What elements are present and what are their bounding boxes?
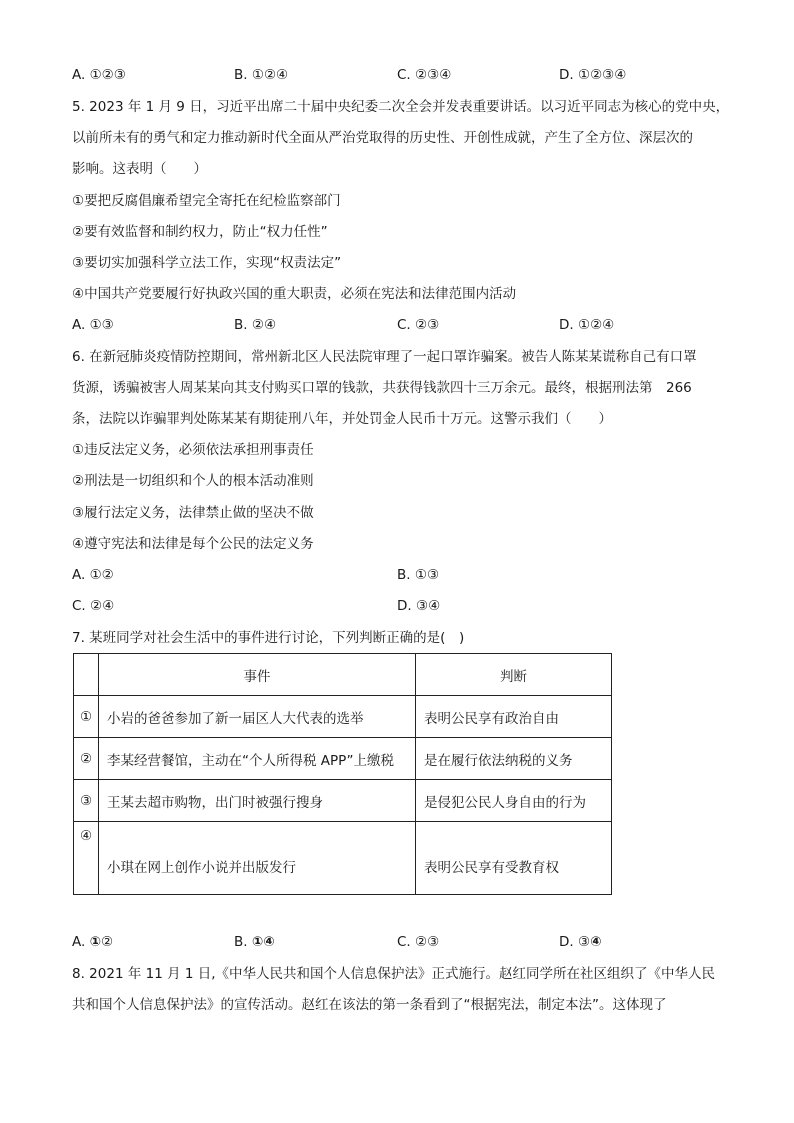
option-rest: ②: [101, 934, 114, 950]
q5-item-2: ②要有效监督和制约权力，防止“权力任性”: [72, 224, 328, 240]
event-cell: 王某去超市购物，出门时被强行搜身: [99, 780, 416, 822]
option-prefix: A.: [72, 934, 90, 950]
table-header-event: 事件: [99, 654, 416, 696]
option-bold: ①④: [251, 934, 275, 950]
table-row: [74, 780, 612, 822]
judgment-cell: 是侵犯公民人身自由的行为: [416, 780, 612, 822]
q6-options-row-1: [72, 565, 722, 585]
row-number: ③: [74, 780, 99, 822]
q4-options: [72, 65, 722, 85]
row-number: ④: [74, 822, 99, 895]
q6-option-d[interactable]: D. ③④: [397, 598, 441, 614]
option-prefix: C.: [397, 934, 416, 950]
option-prefix: D. ③: [559, 934, 591, 950]
q4-option-a[interactable]: A. ①②③: [72, 67, 126, 83]
q5-option-d[interactable]: D. ①②④: [559, 317, 615, 333]
option-prefix: B.: [234, 934, 252, 950]
q5-stem-line-2: 以前所未有的勇气和定力推动新时代全面从严治党取得的历史性、开创性成就，产生了全方位、深层次的: [72, 130, 693, 146]
q5-options: [72, 315, 722, 335]
q6-stem-line-2: 货源，诱骗被害人周某某向其支付购买口罩的钱款，共获得钱款四十三万余元。最终，根据刑法第 266: [72, 380, 692, 396]
judgment-cell: 表明公民享有政治自由: [416, 696, 612, 738]
q7-option-c[interactable]: [397, 932, 439, 952]
q5-stem-line-1: 5. 2023 年 1 月 9 日，习近平出席二十届中央纪委二次全会并发表重要讲话。以习近平同志为核心的党中央，: [72, 99, 730, 115]
row-number: ①: [74, 696, 99, 738]
q6-options-row-2: [72, 596, 722, 616]
judgment-cell: 是在履行依法纳税的义务: [416, 738, 612, 780]
q6-item-1: ①违反法定义务，必须依法承担刑事责任: [72, 442, 314, 458]
table-row: [74, 738, 612, 780]
event-cell: 小岩的爸爸参加了新一届区人大代表的选举: [99, 696, 416, 738]
q5-option-c[interactable]: C. ②③: [397, 317, 440, 333]
q5-item-1: ①要把反腐倡廉希望完全寄托在纪检监察部门: [72, 193, 341, 209]
table-header-row: [74, 654, 612, 696]
row-number: ②: [74, 738, 99, 780]
q7-option-a[interactable]: [72, 932, 113, 952]
table-header-blank: [74, 654, 99, 696]
q7-table: [73, 653, 612, 895]
q7-options: [72, 932, 722, 952]
option-bold: ①: [89, 934, 102, 950]
q6-option-b[interactable]: B. ①③: [397, 567, 440, 583]
q6-item-3: ③履行法定义务，法律禁止做的坚决不做: [72, 505, 314, 521]
q4-option-b[interactable]: B. ①②④: [234, 67, 289, 83]
judgment-cell: 表明公民享有受教育权: [416, 822, 612, 895]
q8-stem-line-2: 共和国个人信息保护法》的宣传活动。赵红在该法的第一条看到了“根据宪法，制定本法”。这体现了: [72, 997, 667, 1013]
q5-item-3: ③要切实加强科学立法工作，实现“权责法定”: [72, 255, 342, 271]
q5-option-a[interactable]: A. ①③: [72, 317, 114, 333]
table-row: [74, 696, 612, 738]
q6-stem-line-1: 6. 在新冠肺炎疫情防控期间，常州新北区人民法院审理了一起口罩诈骗案。被告人陈某某谎称自己有口罩: [72, 349, 697, 365]
option-bold: ④: [590, 934, 602, 950]
q6-item-2: ②刑法是一切组织和个人的根本活动准则: [72, 473, 314, 489]
event-cell: 小琪在网上创作小说并出版发行: [99, 822, 416, 895]
table-header-judgment: 判断: [416, 654, 612, 696]
q4-option-c[interactable]: C. ②③④: [397, 67, 452, 83]
q5-stem-line-3: 影响。这表明（ ）: [72, 161, 207, 177]
q5-option-b[interactable]: B. ②④: [234, 317, 277, 333]
q7-option-b[interactable]: [234, 932, 275, 952]
q7-option-d[interactable]: [559, 932, 602, 952]
option-rest: ②③: [415, 934, 440, 950]
q6-option-c[interactable]: C. ②④: [72, 598, 115, 614]
event-cell: 李某经营餐馆，主动在“个人所得税 APP”上缴税: [99, 738, 416, 780]
q8-stem-line-1: 8. 2021 年 11 月 1 日,《中华人民共和国个人信息保护法》正式施行。赵红同学所在社区组织了《中华人民: [72, 966, 716, 982]
q5-item-4: ④中国共产党要履行好执政兴国的重大职责，必须在宪法和法律范围内活动: [72, 286, 517, 302]
q7-stem: 7. 某班同学对社会生活中的事件进行讨论，下列判断正确的是( ): [72, 630, 465, 646]
q6-option-a[interactable]: A. ①②: [72, 567, 114, 583]
q6-stem-line-3: 条，法院以诈骗罪判处陈某某有期徒刑八年，并处罚金人民币十万元。这警示我们（ ）: [72, 411, 612, 427]
q6-item-4: ④遵守宪法和法律是每个公民的法定义务: [72, 536, 314, 552]
table-row: [74, 822, 612, 895]
q4-option-d[interactable]: D. ①②③④: [559, 67, 627, 83]
